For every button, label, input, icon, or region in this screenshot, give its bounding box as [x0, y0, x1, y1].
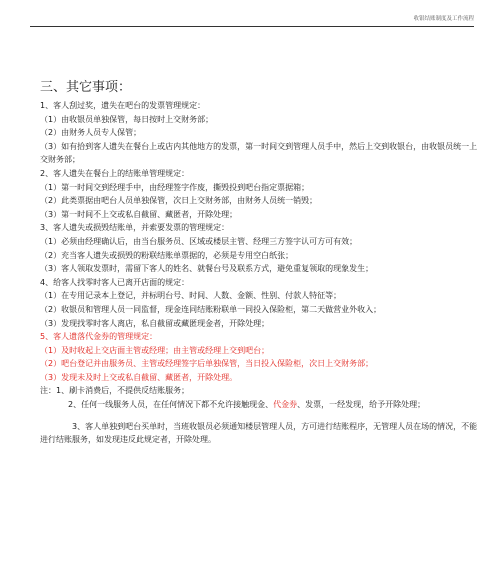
document-content	[40, 99, 480, 447]
rule-line: （2）收银员和管理人员一同监督，现金连同结账粉联单一同投入保险柜，第二天做营业外收入；	[40, 304, 382, 314]
rule-line: 1、客人刮过奖，遗失在吧台的发票管理规定：	[40, 101, 206, 110]
rule-line: 注：1、刷卡消费后，不提供反结账服务；	[40, 386, 190, 396]
rule-line: （1）由收银员单独保管，每日按时上交财务部；	[40, 114, 214, 124]
rule-line: （3）发现找零时客人离店，私自截留或藏匿现金者，开除处理；	[40, 318, 270, 328]
rule-line: 3、客人遗失或损毁结账单，并索要发票的管理规定：	[40, 223, 230, 233]
rule-line: 4、给客人找零时客人已离开店面的规定：	[40, 277, 190, 287]
spacer	[40, 412, 480, 420]
page-header-text: 收银结账制度及工作流程	[413, 16, 474, 22]
rule-line: （1）第一时间交到经理手中，由经理签字作废，撕毁投到吧台指定票据箱；	[40, 182, 310, 192]
rule-lines	[40, 99, 480, 398]
rule-line: （3）如有拾到客人遗失在餐台上或店内其他地方的发票，第一时间交到管理人员手中，然后上交到收银台，由收银员统一上交财务部；	[40, 141, 478, 165]
rule-line: （3）客人领取发票时，需留下客人的姓名、就餐台号及联系方式，避免重复领取的现象发生；	[40, 264, 374, 274]
rule-line: （3）发现未及时上交或私自截留、藏匿者，开除处理。	[40, 372, 238, 382]
rule-line: （2）由财务人员专人保管；	[40, 128, 142, 138]
note-2-after: 、发票，一经发现，给予开除处理；	[297, 400, 426, 410]
note-2-before: 2、任何一线服务人员，在任何情况下都不允许接触现金、	[68, 400, 274, 410]
rule-line: （2）此类票据由吧台人员单独保管，次日上交财务部，由财务人员统一销毁；	[40, 196, 318, 206]
rule-line: （2）吧台登记并由服务员、主管或经理签字后单独保管，当日投入保险柜，次日上交财务部；	[40, 359, 374, 369]
section-title: 三、其它事项：	[40, 80, 132, 95]
rule-line: （1）及时收起上交店面主管或经理；由主管或经理上交到吧台；	[40, 345, 270, 355]
rule-line: （3）第一时间不上交或私自截留、藏匿者，开除处理；	[40, 209, 238, 219]
page-header-rule	[30, 26, 474, 27]
rule-line: （2）充当客人遗失或损毁的粉联结账单票据的，必须是专用空白纸张；	[40, 250, 294, 260]
note-2-highlight: 代金券	[273, 400, 298, 410]
rule-line: （1）必须由经理确认后，由当台服务员、区域或楼层主管、经理三方签字认可方可有效；	[40, 236, 358, 246]
rule-line: 5、客人遗落代金券的管理规定：	[40, 332, 158, 342]
item-3-paragraph: 3、客人单独到吧台买单时，当班收银员必须通知楼层管理人员，方可进行结账程序，无管理人员在场的情况，不能进行结账服务，如发现违反此规定者，开除处理。	[40, 421, 478, 445]
note-line-2	[40, 398, 480, 412]
rule-line: （1）在专用记录本上登记，并标明台号、时间、人数、金额、性别、付款人特征等；	[40, 291, 342, 301]
rule-line: 2、客人遗失在餐台上的结账单管理规定：	[40, 168, 190, 178]
